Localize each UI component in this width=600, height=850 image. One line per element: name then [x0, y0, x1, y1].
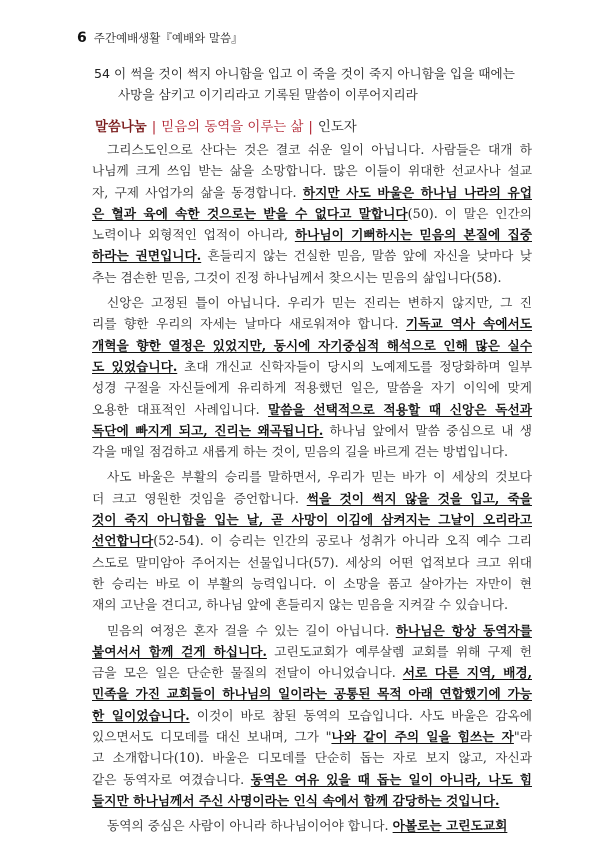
text-line: [92, 267, 532, 288]
body-text: 사도 바울은 부활의 승리를 말하면서, 우리가 믿는 바가 이 세상의 것보다: [107, 469, 532, 485]
body-text: 신앙은 고정된 틀이 아닙니다. 우리가 믿는 진리는 변하지 않지만, 그 진: [107, 295, 532, 311]
scripture-verse-line-1: 54 이 썩을 것이 썩지 아니함을 입고 이 죽을 것이 죽지 아니함을 입을 때에는: [94, 66, 515, 81]
section-author: 인도자: [317, 120, 357, 135]
paragraph: [92, 466, 532, 615]
sermon-body: [92, 139, 532, 837]
text-line: [92, 441, 532, 462]
body-text: 자, 구제 사업가의 삶을 동경합니다.: [92, 184, 303, 200]
body-text: 초대 개신교 신학자들이 당시의 노예제도를 정당화하며 일부: [177, 358, 532, 374]
emphasized-text: 서로 다른 지역, 배경,: [402, 665, 532, 681]
body-text: 성경 구절을 자신들에게 유리하게 적용했던 일은, 말씀을 자기 이익에 맞게: [92, 380, 532, 396]
emphasized-text: 아볼로는 고린도교회: [392, 818, 508, 834]
emphasized-text: 민족을 가진 교회들이 하나님의 일이라는 공통된 목적 아래 연합했기에 가능: [92, 686, 532, 702]
paragraph: [92, 292, 532, 462]
body-text: 흔들리지 않는 건실한 믿음, 말씀 앞에 자신을 낮마다 낮: [201, 248, 532, 264]
emphasized-text: 선언합니다: [92, 533, 154, 549]
emphasized-text: 기독교 역사 속에서도: [405, 316, 532, 332]
text-line: [92, 530, 532, 551]
text-line: [92, 160, 532, 181]
body-text: "라: [513, 729, 532, 745]
body-text: 나님께 크게 쓰임 받는 삶을 소망합니다. 많은 이들이 위대한 선교사나 설교: [92, 163, 532, 179]
emphasized-text: 한 일이었습니다.: [92, 707, 190, 723]
text-line: [92, 747, 532, 768]
scripture-verse-line-2: 사망을 삼키고 이기리라고 기록된 말씀이 이루어지리라: [118, 87, 418, 102]
text-line: [92, 769, 532, 790]
text-line: [92, 292, 532, 313]
body-text: 믿음의 여정은 혼자 걸을 수 있는 길이 아닙니다.: [107, 622, 396, 638]
emphasized-text: 썩을 것이 썩지 않을 것을 입고, 죽을: [306, 490, 532, 506]
body-text: 각을 매일 점검하고 새롭게 하는 것이, 믿음의 길을 바르게 걷는 방법입니다.: [92, 444, 509, 460]
text-line: [92, 399, 532, 420]
section-divider: |: [151, 120, 157, 135]
body-text: (50). 이 말은 인간의: [407, 205, 532, 221]
text-line: [92, 573, 532, 594]
emphasized-text: 들지만 하나님께서 주신 사명이라는 인식 속에서 함께 감당하는 것입니다.: [92, 792, 500, 808]
section-label: 말씀나눔: [95, 120, 147, 135]
emphasized-text: 동역은 여유 있을 때 돕는 일이 아니라, 나도 힘: [250, 771, 532, 787]
emphasized-text: 것이 죽지 아니함을 입는 날, 곧 사망이 이김에 삼켜지는 그날이 오리라고: [92, 512, 532, 528]
body-text: 오용한 대표적인 사례입니다.: [92, 401, 268, 417]
text-line: [92, 335, 532, 356]
body-text: 있으면서도 디모데를 대신 보내며, 그가 ": [92, 729, 332, 745]
text-line: [92, 313, 532, 334]
body-text: 추는 겸손한 믿음, 그것이 진정 하나님께서 찾으시는 믿음의 삶입니다(58).: [92, 269, 502, 285]
body-text: 리를 향한 우리의 자세는 날마다 새로워져야 합니다.: [92, 316, 406, 332]
text-line: [92, 594, 532, 615]
text-line: [92, 815, 532, 836]
body-text: 스도로 말미암아 주어지는 선물입니다(57). 세상의 어떤 업적보다 크고 위대: [92, 554, 532, 570]
text-line: [92, 420, 532, 441]
body-text: 한 승리는 바로 이 부활의 능력입니다. 이 소망을 품고 살아가는 자만이 현: [92, 575, 532, 591]
emphasized-text: 독단에 빠지게 되고, 진리는 왜곡됩니다.: [92, 422, 324, 438]
emphasized-text: 붙여서서 함께 걷게 하십니다.: [92, 643, 267, 659]
body-text: (52-54). 이 승리는 인간의 공로나 성취가 아니라 오직 예수 그리: [153, 533, 532, 549]
text-line: [92, 705, 532, 726]
emphasized-text: 개혁을 향한 열정은 있었지만, 동시에 자기중심적 해석으로 인해 많은 실수: [92, 337, 532, 353]
paragraph: [92, 815, 532, 836]
text-line: [92, 683, 532, 704]
section-heading: [95, 116, 357, 135]
text-line: [92, 662, 532, 683]
text-line: [92, 488, 532, 509]
text-line: [92, 790, 532, 811]
body-text: 동역의 중심은 사람이 아니라 하나님이어야 합니다.: [107, 818, 393, 834]
text-line: [92, 139, 532, 160]
body-text: 그리스도인으로 산다는 것은 결코 쉬운 일이 아닙니다. 사람들은 대개 하: [107, 142, 532, 157]
text-line: [92, 641, 532, 662]
emphasized-text: 나와 같이 주의 일을 힘쓰는 자: [331, 729, 514, 745]
body-text: 더 크고 영원한 것임을 증언합니다.: [92, 490, 307, 506]
body-text: 같은 동역자로 여겼습니다.: [92, 771, 251, 787]
text-line: [92, 356, 532, 377]
body-text: 고 소개합니다(10). 바울은 디모데를 단순히 돕는 자로 보지 않고, 자신과: [92, 750, 532, 766]
emphasized-text: 말씀을 선택적으로 적용할 때 신앙은 독선과: [267, 401, 532, 417]
paragraph: [92, 620, 532, 812]
text-line: [92, 726, 532, 747]
text-line: [92, 509, 532, 530]
page-header: [77, 30, 243, 46]
emphasized-text: 도 있었습니다.: [92, 358, 178, 374]
text-line: [92, 466, 532, 487]
body-text: 노력이나 외형적인 업적이 아니라,: [92, 227, 295, 243]
emphasized-text: 하라는 권면입니다.: [92, 248, 202, 264]
text-line: [92, 224, 532, 245]
paragraph: [92, 139, 532, 288]
running-title: 주간예배생활『예배와 말씀』: [93, 31, 243, 45]
emphasized-text: 하나님이 기뻐하시는 믿음의 본질에 집중: [294, 227, 532, 243]
text-line: [92, 620, 532, 641]
body-text: 고린도교회가 예루살렘 교회를 위해 구제 헌: [266, 643, 532, 659]
body-text: 금을 모은 일은 단순한 물질의 전달이 아니었습니다.: [92, 665, 403, 681]
page-number: 6: [77, 30, 87, 46]
body-text: 하나님 앞에서 말씀 중심으로 내 생: [323, 422, 532, 438]
text-line: [92, 245, 532, 266]
text-line: [92, 182, 532, 203]
emphasized-text: 하나님은 항상 동역자를: [395, 622, 532, 638]
text-line: [92, 552, 532, 573]
section-divider: |: [308, 120, 313, 135]
section-title: 믿음의 동역을 이루는 삶: [161, 120, 304, 135]
text-line: [92, 377, 532, 398]
body-text: 이것이 바로 참된 동역의 모습입니다. 사도 바울은 감옥에: [189, 707, 532, 723]
text-line: [92, 203, 532, 224]
emphasized-text: 하지만 사도 바울은 하나님 나라의 유업: [302, 184, 532, 200]
body-text: 재의 고난을 견디고, 하나님 앞에 흔들리지 않는 믿음을 지켜갈 수 있습니다.: [92, 597, 509, 613]
emphasized-text: 은 혈과 육에 속한 것으로는 받을 수 없다고 말합니다: [92, 205, 408, 221]
